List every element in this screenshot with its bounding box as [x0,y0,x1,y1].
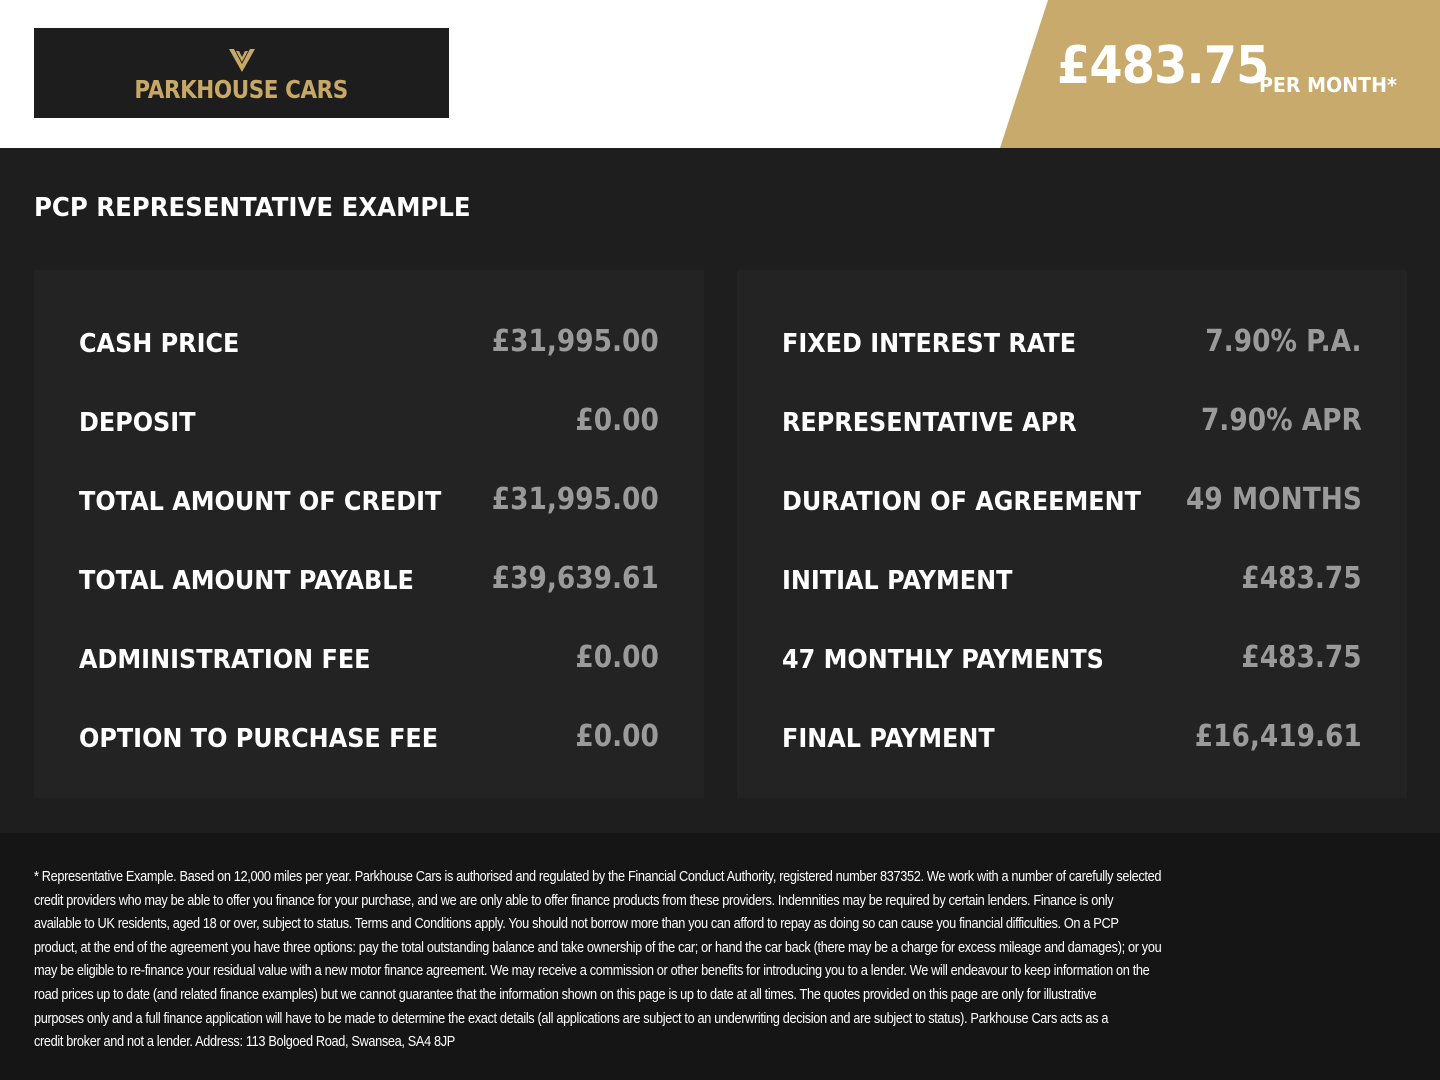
finance-row-admin-fee [79,640,659,680]
row-label: OPTION TO PURCHASE FEE [79,724,439,754]
row-label: ADMINISTRATION FEE [79,645,371,675]
row-value: 49 MONTHS [1186,482,1362,517]
disclaimer-line: purposes only and a full finance application will have to be made to determine the exact details (all applications are subject to an underwriting decision and are subject to status). Parkhouse Cars acts as a [34,1010,1109,1027]
disclaimer-line: available to UK residents, aged 18 or over, subject to status. Terms and Conditions apply. You should not borrow more than you can afford to repay as doing so can cause you financial difficulties. On a PCP [34,916,1119,933]
row-value: £0.00 [575,719,659,754]
row-label: CASH PRICE [79,329,240,359]
disclaimer-text [34,866,1284,1055]
finance-row-duration [782,482,1362,522]
row-label: INITIAL PAYMENT [782,566,1013,596]
finance-row-total-payable [79,561,659,601]
row-value: £0.00 [575,403,659,438]
row-label: TOTAL AMOUNT OF CREDIT [79,487,442,517]
finance-row-option-fee [79,719,659,759]
row-value: £31,995.00 [491,324,659,359]
finance-row-deposit [79,403,659,443]
disclaimer-line: * Representative Example. Based on 12,000 miles per year. Parkhouse Cars is authorised and regulated by the Financial Conduct Authority, registered number 837352. We work with a number of carefully selected [34,869,1162,885]
row-value: £0.00 [575,640,659,675]
row-value: 7.90% P.A. [1205,324,1362,359]
disclaimer-line: credit broker and not a lender. Address: 113 Bolgoed Road, Swansea, SA4 8JP [34,1034,455,1051]
row-value: £483.75 [1241,561,1362,596]
row-label: REPRESENTATIVE APR [782,408,1077,438]
finance-row-monthly-payments [782,640,1362,680]
wings-chevron-icon [225,47,259,73]
row-label: TOTAL AMOUNT PAYABLE [79,566,414,596]
disclaimer-line: credit providers who may be able to offer you finance for your purchase, and we are only able to offer finance products from these providers. Indemnities may be required by certain lenders. Finance is only [34,892,1114,909]
row-value: £483.75 [1241,640,1362,675]
disclaimer-line: may be eligible to re-finance your residual value with a new motor finance agreement. We may receive a commission or other benefits for introducing you to a lender. We will endeavour to keep information on the [34,963,1150,980]
row-value: £31,995.00 [491,482,659,517]
logo-text: PARKHOUSE CARS [134,74,349,104]
finance-row-apr [782,403,1362,443]
finance-row-total-credit [79,482,659,522]
row-label: DURATION OF AGREEMENT [782,487,1141,517]
finance-panel-right [737,270,1407,798]
row-label: 47 MONTHLY PAYMENTS [782,645,1104,675]
finance-row-cash-price [79,324,659,364]
disclaimer-line: product, at the end of the agreement you have three options: pay the total outstanding balance and take ownership of the car; or hand the car back (there may be a charge for excess mileage and damages); or you [34,939,1162,956]
finance-row-initial-payment [782,561,1362,601]
section-title: PCP REPRESENTATIVE EXAMPLE [34,193,471,223]
row-value: £16,419.61 [1194,719,1362,754]
disclaimer-line: road prices up to date (and related finance examples) but we cannot guarantee that the information shown on this page is up to date at all times. The quotes provided on this page are only for illustrative [34,986,1097,1003]
row-value: 7.90% APR [1201,403,1362,438]
finance-row-interest-rate [782,324,1362,364]
finance-row-final-payment [782,719,1362,759]
row-label: FIXED INTEREST RATE [782,329,1077,359]
monthly-price-amount: £483.75 [1057,36,1269,96]
row-label: DEPOSIT [79,408,196,438]
monthly-price-suffix: PER MONTH* [1259,73,1397,97]
row-value: £39,639.61 [491,561,659,596]
parkhouse-cars-logo[interactable] [34,28,449,118]
row-label: FINAL PAYMENT [782,724,995,754]
finance-panel-left [34,270,704,798]
